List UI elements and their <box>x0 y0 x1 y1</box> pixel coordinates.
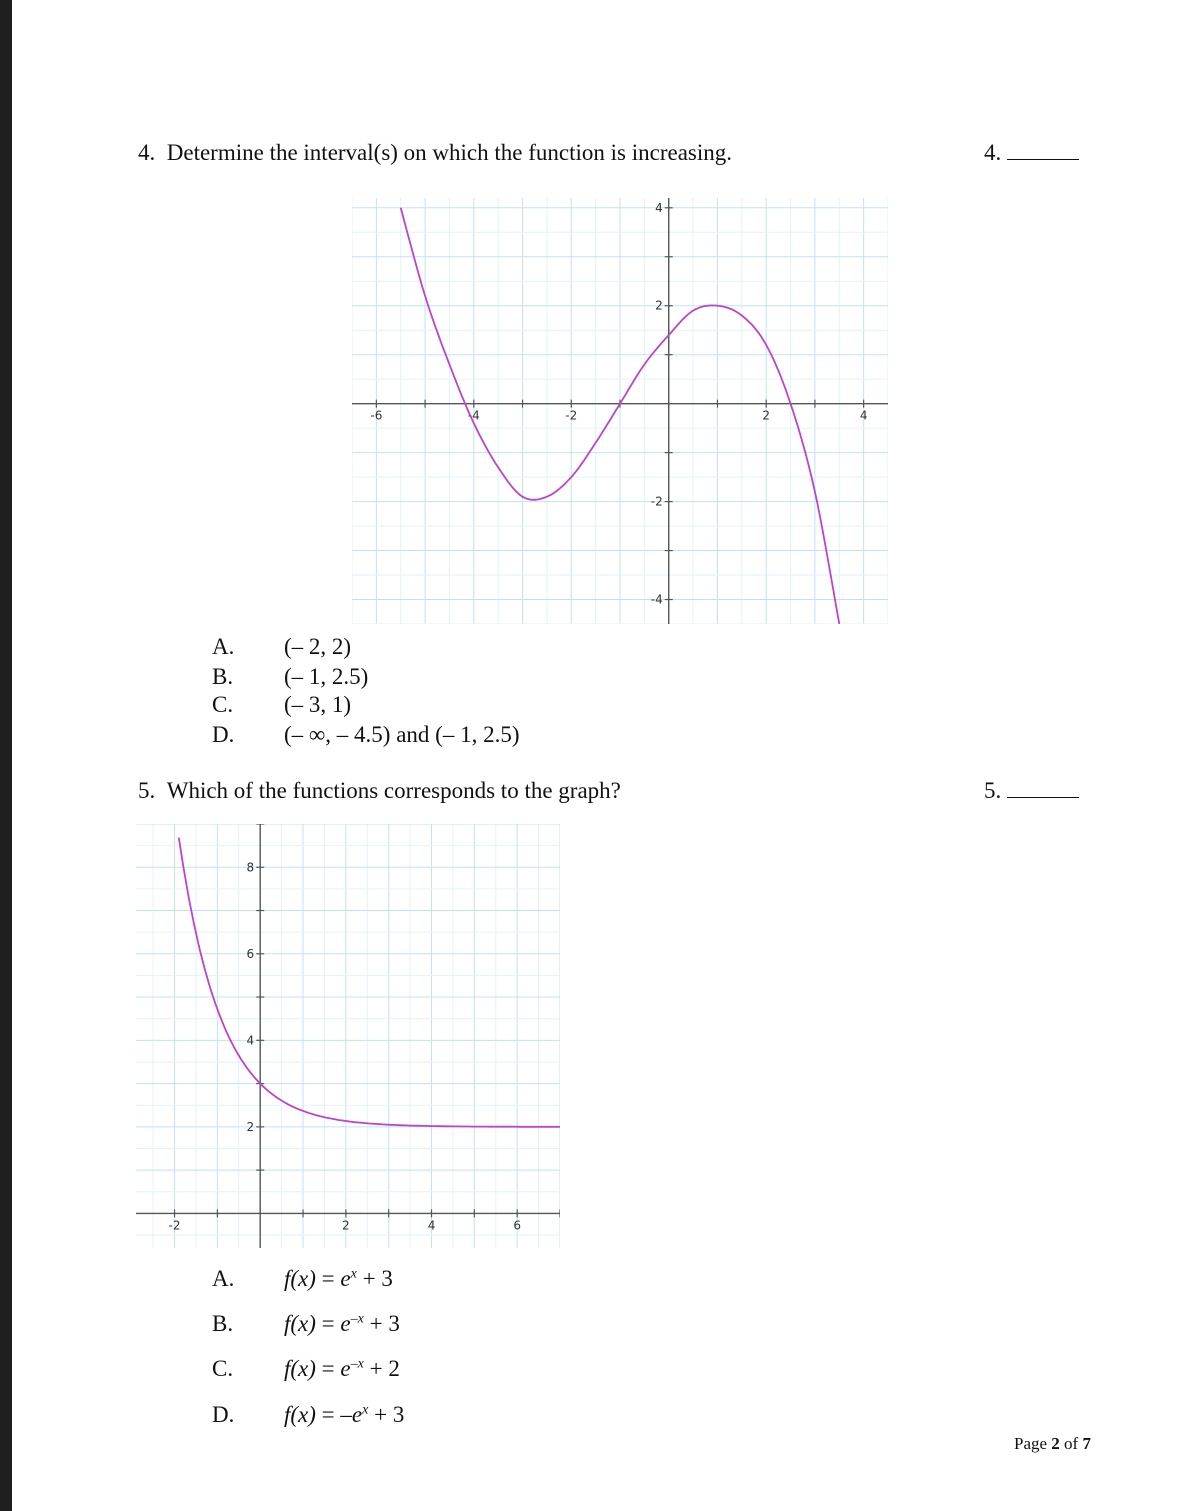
q4-option-b-letter: B. <box>212 664 234 689</box>
q4-option-a-letter: A. <box>212 634 235 659</box>
q4-answer-label: 4. <box>984 140 1002 165</box>
q5-graph-y-tick-label: 8 <box>246 860 255 875</box>
q5-graph-x-tick-label: -2 <box>168 1218 181 1233</box>
q5-graph-x-tick-label: 6 <box>513 1218 521 1233</box>
q5-graph-x-tick-label: 2 <box>342 1218 350 1233</box>
q5-option-b-eq: = <box>315 1311 341 1336</box>
q5-option-d-sign: – <box>340 1402 352 1427</box>
q5-option-b-lhs: f(x) <box>284 1311 316 1336</box>
q4-question-text: Determine the interval(s) on which the function is increasing. <box>166 140 732 165</box>
q5-option-b-base: e <box>340 1311 351 1336</box>
q4-option-d-letter: D. <box>212 722 235 747</box>
footer-total-pages: 7 <box>1082 1434 1091 1453</box>
q5-option-c-rest: + 2 <box>363 1356 400 1381</box>
page-footer <box>1014 1434 1091 1454</box>
q5-option-b-rest: + 3 <box>363 1311 400 1336</box>
q5-option-c-exp: –x <box>350 1356 364 1372</box>
q5-option-d-eq: = <box>315 1402 341 1427</box>
q5-option-c-formula <box>284 1356 400 1382</box>
q5-question-text: Which of the functions corresponds to the graph? <box>166 778 621 803</box>
q5-graph <box>136 824 560 1248</box>
q5-option-a-base: e <box>340 1266 351 1291</box>
q5-option-d-letter: D. <box>212 1402 235 1427</box>
q4-option-c-text: (– 3, 1) <box>284 692 352 717</box>
q5-option-a-letter: A. <box>212 1266 235 1291</box>
q5-option-c-letter: C. <box>212 1356 234 1381</box>
q5-option-a-eq: = <box>315 1266 341 1291</box>
q4-answer-field[interactable] <box>984 140 1079 166</box>
q5-option-a-rest: + 3 <box>356 1266 393 1291</box>
q5-option-a-formula <box>284 1266 393 1292</box>
q4-graph-y-tick-label: -4 <box>650 592 663 607</box>
q5-option-b-letter: B. <box>212 1311 234 1336</box>
q5-option-d-lhs: f(x) <box>284 1402 316 1427</box>
q5-graph-x-tick-label: 4 <box>427 1218 436 1233</box>
q5-option-c-eq: = <box>315 1356 341 1381</box>
q4-graph-y-tick-label: 2 <box>655 298 663 313</box>
q4-option-d-text: (– ∞, – 4.5) and (– 1, 2.5) <box>284 722 520 747</box>
q5-option-d-formula <box>284 1402 404 1428</box>
q5-option-b-formula <box>284 1311 400 1337</box>
q4-number: 4. <box>138 140 156 165</box>
footer-prefix: Page <box>1014 1434 1052 1453</box>
footer-current-page: 2 <box>1051 1434 1060 1453</box>
q5-option-d-exp: x <box>362 1402 369 1418</box>
q4-graph-x-tick-label: -6 <box>370 408 383 423</box>
q4-graph-x-tick-label: 2 <box>762 408 771 423</box>
q5-option-b-exp: –x <box>350 1311 364 1327</box>
q5-option-a-lhs: f(x) <box>284 1266 316 1291</box>
footer-middle: of <box>1059 1434 1083 1453</box>
q4-option-b-text: (– 1, 2.5) <box>284 664 369 689</box>
q5-question <box>138 778 621 804</box>
q5-option-d-base: e <box>351 1402 363 1427</box>
q5-answer-label: 5. <box>984 778 1002 803</box>
q5-option-d-rest: + 3 <box>368 1402 405 1427</box>
q5-option-c-base: e <box>340 1356 351 1381</box>
q4-option-a-text: (– 2, 2) <box>284 634 352 659</box>
q4-graph-y-tick-label: -2 <box>650 494 663 509</box>
q4-graph-x-tick-label: -2 <box>565 408 578 423</box>
q5-option-a-exp: x <box>350 1266 357 1282</box>
q4-graph <box>352 198 888 624</box>
q4-question <box>138 140 732 166</box>
q5-answer-blank[interactable] <box>1007 779 1079 798</box>
q5-graph-y-tick-label: 4 <box>246 1033 255 1048</box>
q5-answer-field[interactable] <box>984 778 1079 804</box>
q5-graph-y-tick-label: 6 <box>246 946 255 961</box>
q4-answer-blank[interactable] <box>1007 141 1079 160</box>
q5-graph-y-tick-label: 2 <box>246 1119 255 1134</box>
q4-option-c-letter: C. <box>212 692 234 717</box>
q4-graph-x-tick-label: 4 <box>859 408 868 423</box>
q5-number: 5. <box>138 778 156 803</box>
q5-option-c-lhs: f(x) <box>284 1356 316 1381</box>
q4-graph-x-tick-label: -4 <box>467 408 480 423</box>
screen-edge-bar <box>0 0 12 1511</box>
q4-graph-y-tick-label: 4 <box>655 200 663 215</box>
